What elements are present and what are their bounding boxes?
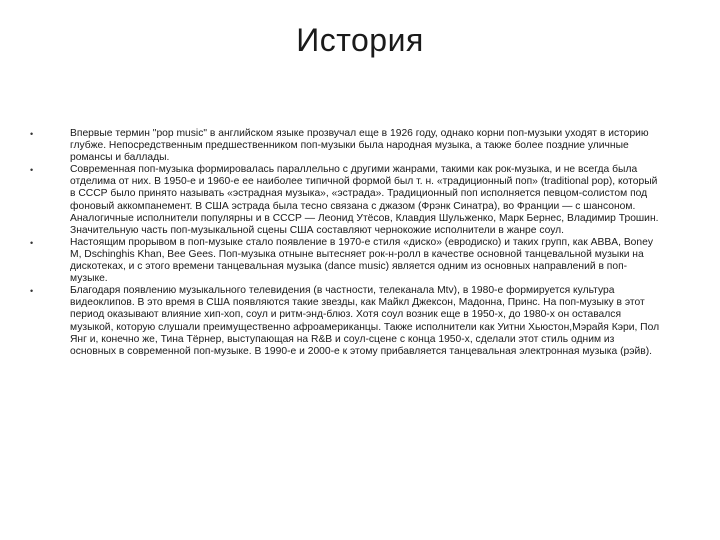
- bullet-text: Современная поп-музыка формировалась параллельно с другими жанрами, такими как рок-музыка, и не всегда была отделима от них. В 1950-е и 1960-е ее наиболее типичной формой был т. н. «традиционный поп» (traditional pop), который в СССР было принято называть «эстрадная музыка», «эстрада». Традиционный поп исполняется певцом-солистом под фоновый аккомпанемент. В США эстрада была тесно связана с джазом (Фрэнк Синатра), во Франции — с шансоном. Аналогичные исполнители популярны и в СССР — Леонид Утёсов, Клавдия Шульженко, Марк Бернес, Владимир Трошин. Значительную часть поп-музыкальной сцены США составляют чернокожие исполнители в жанре соул.: [70, 164, 659, 236]
- bullet-marker: •: [30, 237, 34, 248]
- bullet-marker: •: [30, 129, 34, 139]
- bullet-marker: •: [30, 286, 34, 297]
- bullet-list: [30, 128, 660, 358]
- bullet-item: [30, 236, 660, 285]
- bullet-item: [30, 128, 660, 164]
- slide-title: История: [296, 22, 424, 58]
- bullet-text: Настоящим прорывом в поп-музыке стало появление в 1970-е стиля «диско» (евродиско) и таких групп, как ABBA, Boney M, Dschinghis Khan, Bee Gees. Поп-музыка отныне вытесняет рок-н-ролл в качестве основной танцевальной музыки на дискотеках, и с этого времени танцевальная музыка (dance music) является одним из основных направлений в поп-музыке.: [70, 236, 654, 285]
- bullet-item: [30, 164, 660, 237]
- bullet-text: Впервые термин "pop music" в английском языке прозвучал еще в 1926 году, однако корни поп-музыки уходят в историю глубже. Непосредственным предшественником поп-музыки была народная музыка, а также более поздние уличные романсы и баллады.: [70, 128, 649, 164]
- bullet-item: [30, 285, 660, 358]
- bullet-text: Благодаря появлению музыкального телевидения (в частности, телеканала Mtv), в 1980-е формируется культура видеоклипов. В это время в США появляются такие звезды, как Майкл Джексон, Мадонна, Принс. На поп-музыку в этот период оказывают влияние хип-хоп, соул и ритм-энд-блюз. Хотя соул возник еще в 1950-х, до 1980-х он оставался музыкой, которую слушали преимущественно афроамериканцы. Также исполнители как Уитни Хьюстон,Мэрайя Кэри, Пол Янг и, конечно же, Тина Тёрнер, выступающая на R&B и соул-сцене с конца 1950-х, сделали этот стиль одним из основных в современной поп-музыке. В 1990-е и 2000-е к этому прибавляется танцевальная электронная музыка (рэйв).: [70, 285, 660, 357]
- bullet-marker: •: [30, 165, 34, 176]
